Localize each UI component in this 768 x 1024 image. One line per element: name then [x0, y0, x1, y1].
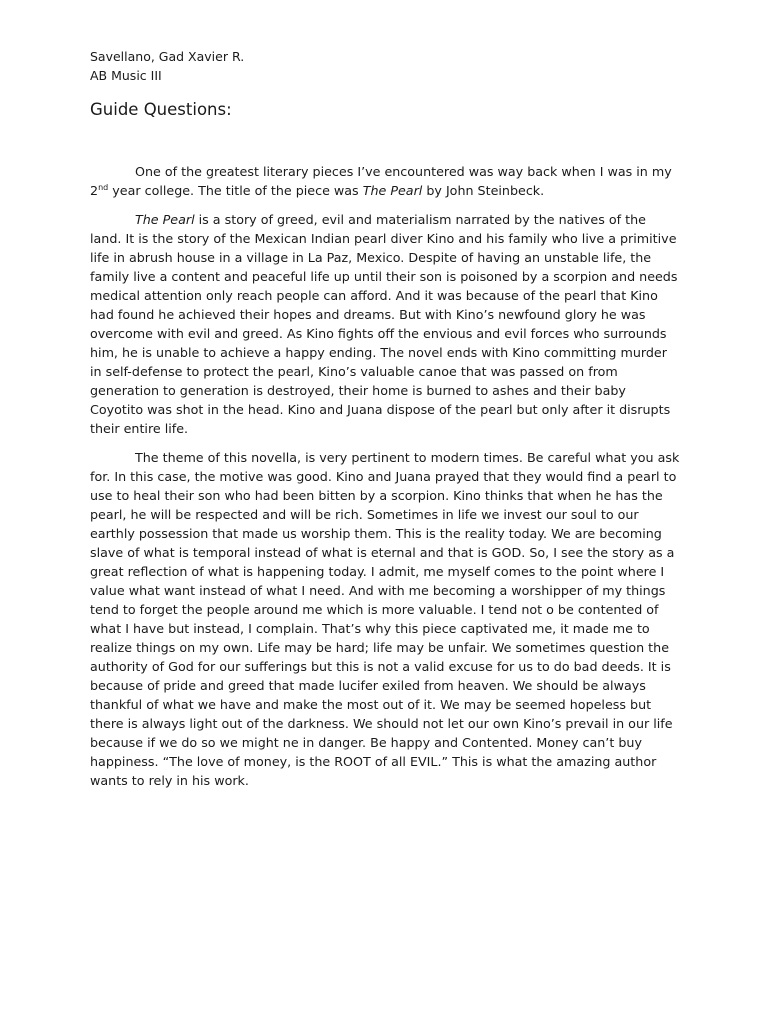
paragraph-1: [90, 162, 680, 200]
paragraph-3-text: The theme of this novella, is very pertinent to modern times. Be careful what you ask for. In this case, the motive was good. Kino and Juana prayed that they would find a pearl to use to heal their son who had been bitten by a scorpion. Kino thinks that when he has the pearl, he will be respected and will be rich. Sometimes in life we invest our soul to our earthly possession that made us worship them. This is the reality today. We are becoming slave of what is temporal instead of what is eternal and that is GOD. So, I see the story as a great reflection of what is happening today. I admit, me myself comes to the point where I value what want instead of what I need. And with me becoming a worshipper of my things tend to forget the people around me which is more valuable. I tend not o be contented of what I have but instead, I complain. That’s why this piece captivated me, it made me to realize things on my own. Life may be hard; life may be unfair. We sometimes question the authority of God for our sufferings but this is not a valid excuse for us to do bad deeds. It is because of pride and greed that made lucifer exiled from heaven. We should be always thankful of what we have and make the most out of it. We may be seemed hopeless but there is always light out of the darkness. We should not let our own Kino’s prevail in our life because if we do so we might ne in danger. Be happy and Contented. Money can’t buy happiness. “The love of money, is the ROOT of all EVIL.” This is what the amazing author wants to rely in his work.: [90, 450, 680, 788]
book-title: The Pearl: [135, 212, 195, 227]
paragraph-2-text: is a story of greed, evil and materialism narrated by the natives of the land. It is the story of the Mexican Indian pearl diver Kino and his family who live a primitive life in abrush house in a village in La Paz, Mexico. Despite of having an unstable life, the family live a content and peaceful life up until their son is poisoned by a scorpion and needs medical attention only reach people can afford. And it was because of the pearl that Kino had found he achieved their hopes and dreams. But with Kino’s newfound glory he was overcome with evil and greed. As Kino fights off the envious and evil forces who surrounds him, he is unable to achieve a happy ending. The novel ends with Kino committing murder in self-defense to protect the pearl, Kino’s valuable canoe that was passed on from generation to generation is destroyed, their home is burned to ashes and their baby Coyotito was shot in the head. Kino and Juana dispose of the pearl but only after it disrupts their entire life.: [90, 212, 678, 436]
author-header: [90, 47, 244, 85]
paragraph-1-part3: by John Steinbeck.: [422, 183, 545, 198]
book-title: The Pearl: [362, 183, 423, 198]
course-label: AB Music III: [90, 68, 162, 83]
ordinal-suffix: nd: [98, 182, 109, 192]
author-name: Savellano, Gad Xavier R.: [90, 49, 245, 64]
paragraph-2: [90, 210, 680, 438]
heading-colon: :: [226, 100, 232, 119]
section-heading: [90, 100, 232, 120]
paragraph-3: [90, 448, 680, 790]
heading-title: Guide Questions: [90, 100, 227, 119]
essay-body: [90, 162, 680, 800]
paragraph-1-part2: year college. The title of the piece was: [108, 183, 363, 198]
paragraph-1-part1: One of the greatest literary pieces I’ve encountered was way back when I was in my 2: [90, 164, 672, 198]
